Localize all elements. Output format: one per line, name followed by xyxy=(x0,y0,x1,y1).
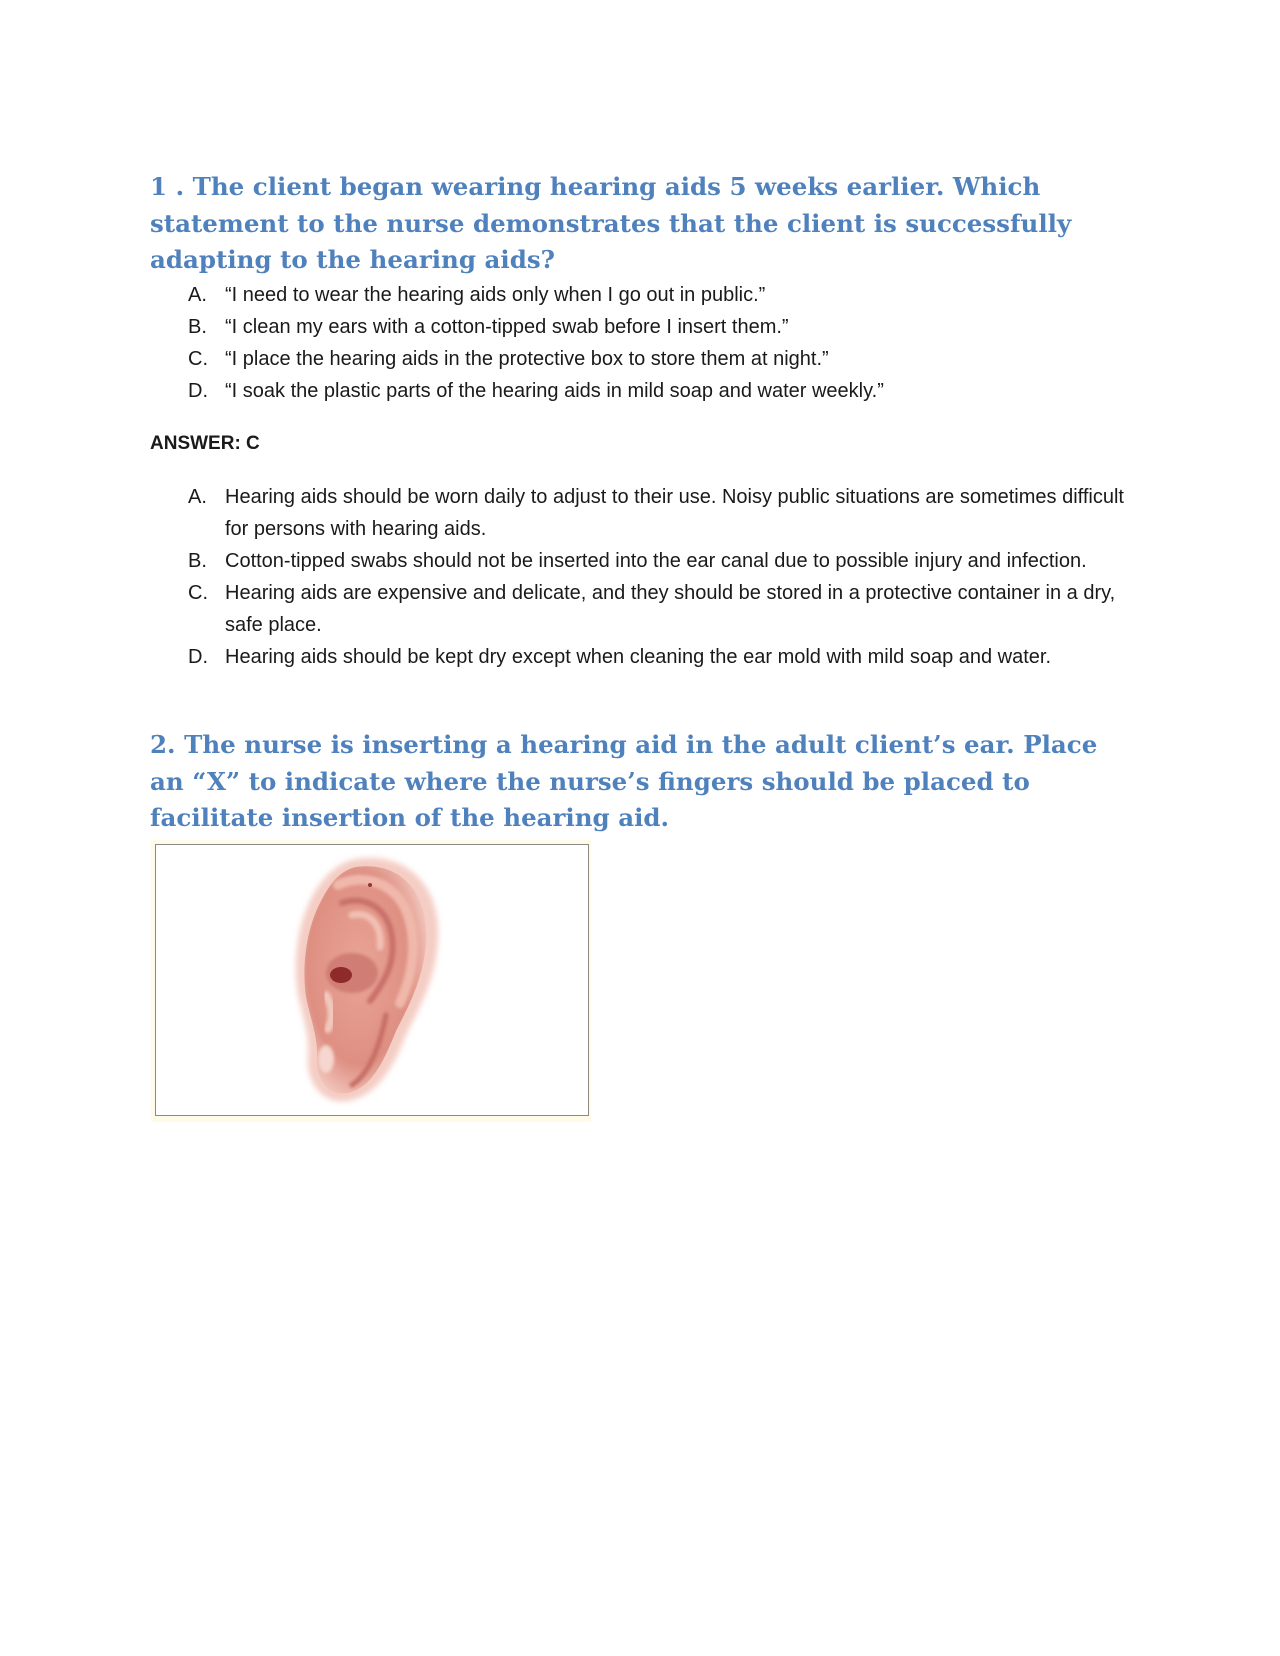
rationale-d xyxy=(150,641,1130,673)
rationale-letter: C. xyxy=(188,582,208,604)
question-1-rationales xyxy=(150,481,1130,673)
rationale-c xyxy=(150,577,1130,641)
option-text: “I need to wear the hearing aids only when I go out in public.” xyxy=(225,284,766,306)
option-letter: C. xyxy=(188,348,208,370)
option-d xyxy=(150,375,1130,407)
ear-illustration xyxy=(156,845,590,1117)
option-letter: D. xyxy=(188,380,208,402)
rationale-a xyxy=(150,481,1130,545)
option-a xyxy=(150,279,1130,311)
option-c xyxy=(150,343,1130,375)
rationale-text: Hearing aids are expensive and delicate, and they should be stored in a protective container in a dry, safe place. xyxy=(225,582,1116,636)
option-text: “I place the hearing aids in the protective box to store them at night.” xyxy=(225,348,829,370)
question-1-text: 1 . The client began wearing hearing aids 5 weeks earlier. Which statement to the nurse demonstrates that the client is successfully adapting to the hearing aids? xyxy=(150,172,1072,274)
ear-spot xyxy=(368,883,372,887)
rationale-letter: A. xyxy=(188,486,207,508)
option-text: “I soak the plastic parts of the hearing aids in mild soap and water weekly.” xyxy=(225,380,884,402)
option-letter: A. xyxy=(188,284,207,306)
ear-image-frame xyxy=(151,840,591,1122)
option-letter: B. xyxy=(188,316,207,338)
question-1-options xyxy=(150,279,1130,407)
ear-canal xyxy=(330,967,352,983)
option-text: “I clean my ears with a cotton-tipped swab before I insert them.” xyxy=(225,316,789,338)
rationale-text: Hearing aids should be kept dry except when cleaning the ear mold with mild soap and water. xyxy=(225,646,1052,668)
rationale-letter: D. xyxy=(188,646,208,668)
rationale-text: Hearing aids should be worn daily to adjust to their use. Noisy public situations are sometimes difficult for persons with hearing aids. xyxy=(225,486,1124,540)
ear-lobe-highlight xyxy=(318,1045,334,1073)
question-2-text: 2. The nurse is inserting a hearing aid in the adult client’s ear. Place an “X” to indicate where the nurse’s fingers should be placed to facilitate insertion of the hearing aid. xyxy=(150,730,1098,832)
ear-image-box[interactable] xyxy=(155,844,589,1116)
option-b xyxy=(150,311,1130,343)
rationale-b xyxy=(150,545,1130,577)
rationale-letter: B. xyxy=(188,550,207,572)
answer-label: ANSWER: C xyxy=(150,433,260,454)
rationale-text: Cotton-tipped swabs should not be inserted into the ear canal due to possible injury and infection. xyxy=(225,550,1087,572)
